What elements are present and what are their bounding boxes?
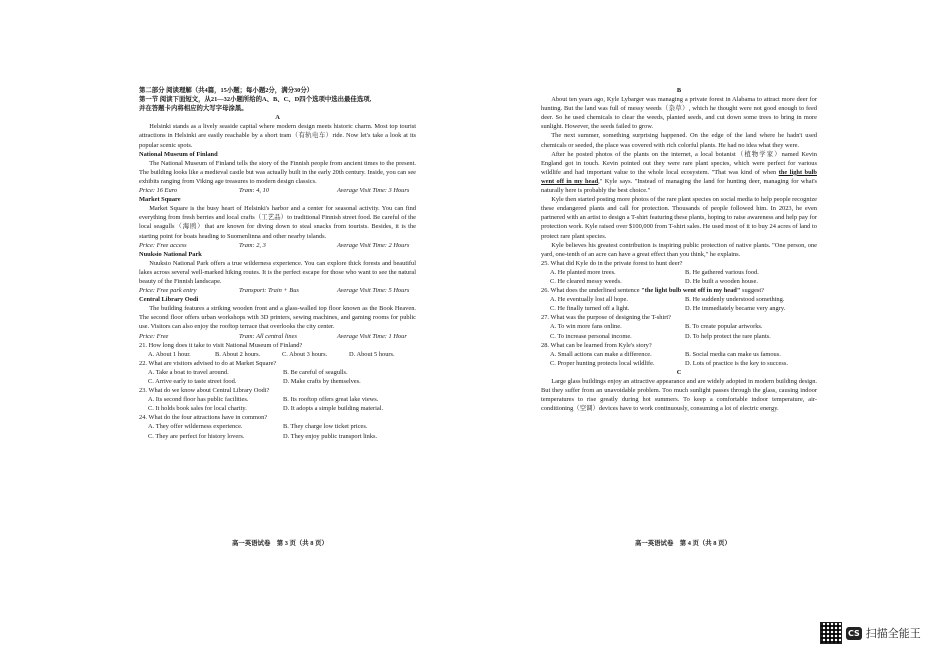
spot-description: Market Square is the busy heart of Helsinki's harbor and a center for seasonal activity. You can find everything from fresh berries and local crafts（工艺品）to traditional Finnish street food. Be careful of the local seagulls（海鸥）that are known for diving down to steal snacks from tourists. Besides, it is the starting point for boats heading to Suomenlinna and other nearby islands. — [139, 205, 416, 240]
option-c: C. It holds book sales for local charity. — [148, 405, 247, 413]
passage-c-label: C — [676, 368, 682, 376]
option-d: D. About 5 hours. — [349, 350, 395, 358]
passage-b-paragraph-5: Kyle believes his greatest contribution is inspiring public protection of native plants. "One person, one yard, one-tenth of an acre can have a great effect than you think," he explains. — [541, 241, 817, 258]
spot-info — [139, 332, 416, 341]
spot-transport: Tram: 4, 10 — [239, 187, 270, 195]
question-text: suggest? — [740, 287, 765, 295]
option-d: D. It adopts a simple building material. — [283, 405, 384, 413]
question-27: 27. What was the purpose of designing the T-shirt? — [541, 314, 671, 322]
option-b: B. Social media can make us famous. — [685, 350, 781, 358]
spot-description: The National Museum of Finland tells the story of the Finnish people from ancient times to the present. The building looks like a medieval castle but was actually built in the early 20th century. Inside, you can see exhibits ranging from Viking age treasures to modern design classics. — [139, 159, 416, 185]
spot-time: Average Visit Time: 2 Hours — [337, 241, 410, 249]
option-c: C. About 3 hours. — [282, 350, 328, 358]
question-26 — [541, 286, 817, 295]
spot-name: Nuuksio National Park — [139, 250, 202, 258]
option-a: A. Its second floor has public facilities. — [148, 396, 249, 404]
camscanner-logo: CS — [848, 628, 860, 638]
right-page — [541, 86, 817, 413]
option-d: D. He immediately became very angry. — [685, 305, 786, 313]
question-23: 23. What do we know about Central Library Oodi? — [139, 387, 270, 395]
option-c: C. Proper hunting protects local wildlife. — [550, 359, 655, 367]
spot-info — [139, 186, 416, 195]
option-d: D. Lots of practice is the key to success. — [685, 359, 788, 367]
option-d: D. He built a wooden house. — [685, 277, 758, 285]
option-a: A. About 1 hour. — [148, 350, 191, 358]
option-a: A. They offer wilderness experience. — [148, 423, 243, 431]
section-instruction-2: 并在答题卡内将相应的大写字母涂黑。 — [139, 105, 248, 113]
option-c: C. Arrive early to taste street food. — [148, 378, 237, 385]
question-23-options — [139, 395, 416, 413]
qr-code-icon — [820, 622, 842, 644]
passage-b-paragraph-1: About ten years ago, Kyle Lybarger was managing a private forest in Alabama to attract more deer for hunting. But the land was full of messy weeds（杂草）, which he thought were not good enough to feed deer. So he used chemicals to clear the weeds, planted seeds, and cut down some trees to bring in more sunlight. However, the seeds failed to grow. — [541, 96, 817, 131]
spot-time: Average Visit Time: 3 Hours — [337, 187, 410, 195]
option-b: B. Its rooftop offers great lake views. — [283, 396, 379, 404]
passage-b-paragraph-3 — [541, 150, 817, 195]
passage-b-label: B — [676, 87, 682, 94]
spot-transport: Transport: Train + Bus — [239, 287, 299, 295]
spot-name: Market Square — [139, 196, 181, 204]
spot-info — [139, 241, 416, 250]
paragraph-text: ," Kyle says. "Instead of managing the land for hunting deer, managing for what's naturally here is probably the best choice." — [541, 177, 817, 195]
question-quote: "the light bulb went off in my head" — [641, 287, 741, 295]
question-21-options — [139, 350, 416, 359]
question-25-options — [541, 268, 817, 286]
spot-description: The building features a striking wooden front and a glass-walled top floor known as the Book Heaven. The second floor offers urban workshops with 3D printers, sewing machines, and gaming rooms for public use. Visitors can also enjoy the rooftop terrace that overlooks the city center. — [139, 305, 416, 331]
option-a: A. He planted more trees. — [550, 268, 616, 276]
question-28-options — [541, 350, 817, 368]
passage-b-paragraph-2: The next summer, something surprising happened. On the edge of the land where he hadn't used chemicals or seeded, the place was covered with rich colorful plants. He had no idea what they were. — [541, 132, 817, 149]
question-25: 25. What did Kyle do in the private forest to hunt deer? — [541, 259, 683, 267]
option-b: B. They charge low ticket prices. — [283, 423, 368, 431]
spot-info — [139, 286, 416, 295]
passage-a-intro: Helsinki stands as a lively seaside capital where modern design meets historic charm. Most top tourist attractions in Helsinki are easily reachable by a short tram（有轨电车）ride. Now let's take a look at its popular scenic spots. — [139, 123, 416, 149]
option-d: D. Make crafts by themselves. — [283, 378, 361, 385]
option-c: C. To increase personal income. — [550, 332, 632, 340]
paragraph-text: After he posted photos of the plants on the internet, a local botanist（植物学家）named Kevin England got in touch. Kevin pointed out they were rare plant species, which were perfect for various wildlife and had important value to the whole local ecosystem. "That was kind of when — [541, 150, 817, 176]
option-d: D. They enjoy public transport links. — [283, 432, 378, 440]
spot-price: Price: Free access — [139, 241, 187, 249]
question-21: 21. How long does it take to visit National Museum of Finland? — [139, 341, 303, 349]
question-28: 28. What can be learned from Kyle's story? — [541, 341, 652, 349]
option-a: A. He eventually lost all hope. — [550, 296, 628, 304]
question-22: 22. What are visitors advised to do at Market Square? — [139, 359, 277, 367]
spot-time: Average Visit Time: 1 Hour — [337, 332, 407, 340]
question-24: 24. What do the four attractions have in common? — [139, 414, 268, 422]
spot-price: Price: Free park entry — [139, 287, 197, 295]
right-page-footer: 高一英语试卷 第 4 页（共 8 页） — [635, 540, 731, 547]
passage-a-label: A — [275, 114, 280, 122]
section-title: 第二部分 阅读理解（共4篇，15小题；每小题2分，满分30分） — [139, 87, 314, 94]
option-a: A. To win more fans online. — [550, 323, 622, 331]
option-d: D. To help protect the rare plants. — [685, 332, 771, 340]
scanner-watermark — [820, 622, 921, 644]
spot-price: Price: 16 Euro — [139, 187, 178, 195]
question-text: 26. What does the underlined sentence — [541, 287, 642, 295]
option-a: A. Small actions can make a difference. — [550, 350, 652, 358]
left-page — [139, 86, 416, 441]
spot-transport: Tram: All central lines — [239, 332, 297, 340]
passage-b-paragraph-4: Kyle then started posting more photos of the rare plant species on social media to help people recognize these endangered plants and call for protection. Thousands of people followed him. In 2023, he even partnered with an artist to design a T-shirt featuring these plants, hoping to raise awareness and help pay for protection work. Kyle raised over $100,000 from T-shirt sales. He used most of it to buy 24 acres of land to protect rare plant species. — [541, 196, 817, 240]
passage-c-paragraph-1: Large glass buildings enjoy an attractive appearance and are widely adopted in modern building design. But they suffer from an unavoidable problem. Too much sunlight passes through the glass, causing indoor temperatures to rise greatly during hot summers. To keep a comfortable indoor temperature, air-conditioning（空调）devices have to work continuously, consuming a lot of electric energy. — [541, 378, 817, 413]
option-c: C. They are perfect for history lovers. — [148, 432, 245, 440]
spot-name: National Museum of Finland — [139, 150, 218, 158]
spot-name: Central Library Oodi — [139, 296, 199, 304]
question-27-options — [541, 322, 817, 340]
underlined-sentence: the light bulb went off in my head — [541, 168, 817, 185]
spot-price: Price: Free — [139, 332, 169, 340]
spot-time: Average Visit Time: 5 Hours — [337, 287, 410, 295]
watermark-text: 扫描全能王 — [865, 627, 921, 640]
option-b: B. He suddenly understood something. — [685, 296, 785, 304]
left-page-footer: 高一英语试卷 第 3 页（共 8 页） — [232, 540, 328, 547]
question-26-options — [541, 295, 817, 313]
option-b: B. Be careful of seagulls. — [283, 368, 348, 376]
spot-transport: Tram: 2, 3 — [239, 241, 266, 249]
option-a: A. Take a boat to travel around. — [148, 368, 229, 376]
option-b: B. He gathered various food. — [685, 268, 759, 276]
question-24-options — [139, 422, 416, 440]
option-c: C. He finally turned off a light. — [550, 305, 630, 313]
option-b: B. To create popular artworks. — [685, 323, 763, 331]
option-c: C. He cleared messy weeds. — [550, 277, 622, 285]
spot-description: Nuuksio National Park offers a true wilderness experience. You can explore thick forests and beautiful lakes across several well-marked hiking routes. It is the perfect escape for those who want to see the natural beauty of the Finnish landscape. — [139, 259, 416, 285]
section-instruction-1: 第一节 阅读下面短文，从21—32小题所给的A、B、C、D四个选项中选出最佳选项, — [139, 96, 372, 104]
option-b: B. About 2 hours. — [215, 350, 261, 358]
question-22-options — [139, 368, 416, 386]
